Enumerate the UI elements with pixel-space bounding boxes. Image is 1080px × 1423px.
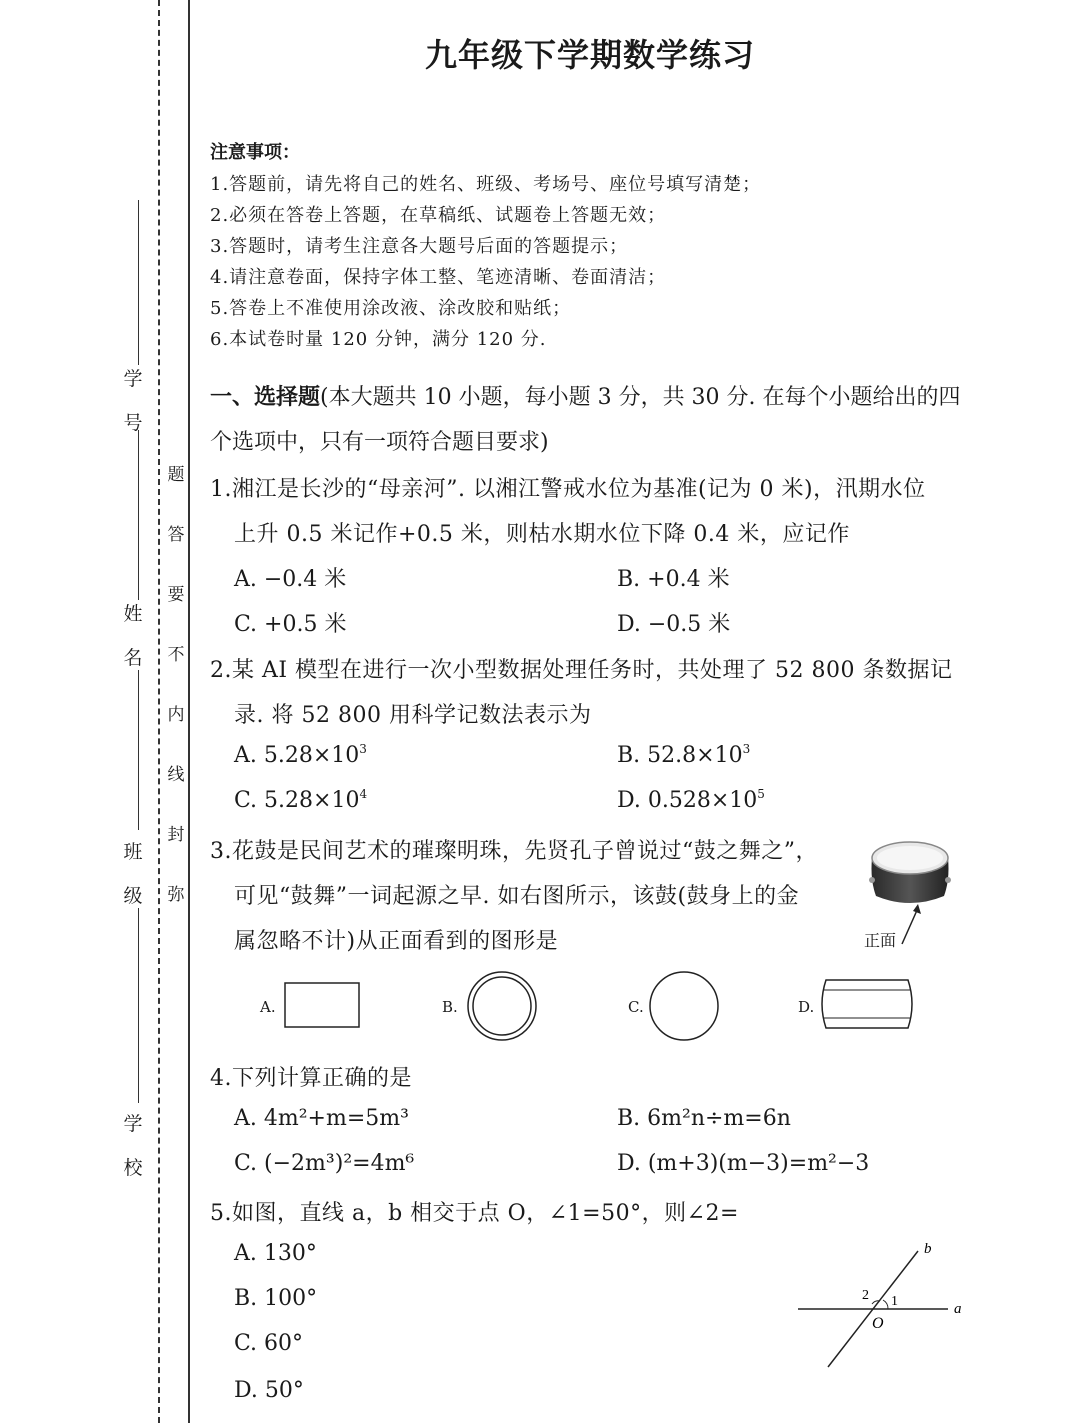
- page-title: 九年级下学期数学练习: [424, 36, 755, 74]
- seal-warning-char: 内: [167, 705, 185, 725]
- class-label: 班 级: [123, 841, 143, 907]
- label-angle-1: 1: [891, 1294, 898, 1309]
- notes-heading: 注意事项：: [210, 142, 300, 163]
- q1-stem-line2: 上升 0.5 米记作+0.5 米，则枯水期水位下降 0.4 米，应记作: [234, 522, 850, 547]
- q2-option-d: D. $0.528\times 10^5$: [617, 787, 765, 813]
- q5-stem: 5.如图，直线 a，b 相交于点 O，∠1=50°，则∠2=: [210, 1201, 739, 1226]
- seal-dashed-line: [158, 0, 160, 1423]
- q3-shape-label-c: C.: [628, 998, 644, 1016]
- seal-warning-char: 封: [167, 825, 185, 845]
- seal-solid-line: [188, 0, 190, 1423]
- seal-warning-char: 弥: [167, 885, 185, 905]
- q4-option-b: B. 6m²n÷m=6n: [617, 1106, 791, 1131]
- note-item: 1.答题前，请先将自己的姓名、班级、考场号、座位号填写清楚；: [210, 174, 762, 195]
- student-id-label: 学 号: [123, 368, 143, 434]
- section-instructions: 个选项中，只有一项符合题目要求): [210, 430, 549, 455]
- q1-option-a: A. −0.4 米: [234, 567, 347, 592]
- q2-option-a: A. $5.28\times 10^3$: [234, 742, 367, 768]
- seal-warning-char: 题: [167, 465, 185, 485]
- q3-stem-line2: 可见“鼓舞”一词起源之早. 如右图所示，该鼓(鼓身上的金: [234, 884, 800, 909]
- q4-stem: 4.下列计算正确的是: [210, 1066, 412, 1091]
- note-item: 5.答卷上不准使用涂改液、涂改胶和贴纸；: [210, 298, 572, 319]
- q2-stem-line2: 录. 将 52 800 用科学记数法表示为: [234, 703, 592, 728]
- label-a: a: [954, 1301, 962, 1317]
- q2-option-c: C. $5.28\times 10^4$: [234, 787, 368, 813]
- class-rule: [138, 670, 139, 830]
- student-id-rule: [138, 200, 139, 365]
- q3-stem-line3: 属忽略不计)从正面看到的图形是: [234, 929, 559, 954]
- q2-stem-line1: 2.某 AI 模型在进行一次小型数据处理任务时，共处理了 52 800 条数据记: [210, 658, 953, 683]
- note-item: 3.答题时，请考生注意各大题号后面的答题提示；: [210, 236, 629, 257]
- label-o: O: [872, 1315, 884, 1332]
- seal-warning-char: 线: [167, 765, 185, 785]
- q4-option-c: C. (−2m³)²=4m⁶: [234, 1151, 415, 1176]
- label-b: b: [924, 1241, 932, 1257]
- front-arrow-icon: [896, 900, 926, 950]
- q5-option-d: D. 50°: [234, 1378, 304, 1403]
- q5-option-c: C. 60°: [234, 1331, 304, 1356]
- q3-shape-drum-side: [818, 978, 916, 1034]
- note-item: 2.必须在答卷上答题，在草稿纸、试题卷上答题无效；: [210, 205, 667, 226]
- name-label: 姓 名: [123, 603, 143, 669]
- school-label: 学 校: [123, 1113, 143, 1179]
- q2-option-b: B. $52.8\times 10^3$: [617, 742, 751, 768]
- school-rule: [138, 908, 139, 1103]
- section-heading: 一、选择题(本大题共 10 小题，每小题 3 分，共 30 分. 在每个小题给出的四: [210, 385, 961, 410]
- q3-shape-double-circle: [466, 970, 538, 1042]
- q3-shape-circle: [648, 970, 720, 1042]
- q4-option-a: A. 4m²+m=5m³: [234, 1106, 409, 1131]
- q5-intersecting-lines-figure: [790, 1235, 980, 1375]
- label-angle-2: 2: [862, 1288, 869, 1303]
- q1-option-b: B. +0.4 米: [617, 567, 730, 592]
- seal-warning-char: 要: [167, 585, 185, 605]
- q5-option-b: B. 100°: [234, 1286, 318, 1311]
- q4-option-d: D. (m+3)(m−3)=m²−3: [617, 1151, 870, 1176]
- note-item: 6.本试卷时量 120 分钟，满分 120 分.: [210, 329, 547, 350]
- q1-stem-line1: 1.湘江是长沙的“母亲河”. 以湘江警戒水位为基准(记为 0 米)，汛期水位: [210, 477, 926, 502]
- name-rule: [138, 430, 139, 600]
- q3-shape-label-b: B.: [442, 998, 458, 1016]
- front-label: 正面: [864, 931, 897, 950]
- seal-warning-char: 答: [167, 525, 185, 545]
- note-item: 4.请注意卷面，保持字体工整、笔迹清晰、卷面清洁；: [210, 267, 667, 288]
- q3-stem-line1: 3.花鼓是民间艺术的璀璨明珠，先贤孔子曾说过“鼓之舞之”，: [210, 839, 818, 864]
- angle-1-arc: [883, 1300, 888, 1309]
- q3-shape-rectangle: [284, 982, 362, 1030]
- q5-option-a: A. 130°: [234, 1241, 317, 1266]
- seal-warning-char: 不: [167, 645, 185, 665]
- q3-shape-label-d: D.: [798, 998, 815, 1016]
- q3-shape-label-a: A.: [260, 998, 276, 1016]
- q1-option-d: D. −0.5 米: [617, 612, 731, 637]
- q1-option-c: C. +0.5 米: [234, 612, 347, 637]
